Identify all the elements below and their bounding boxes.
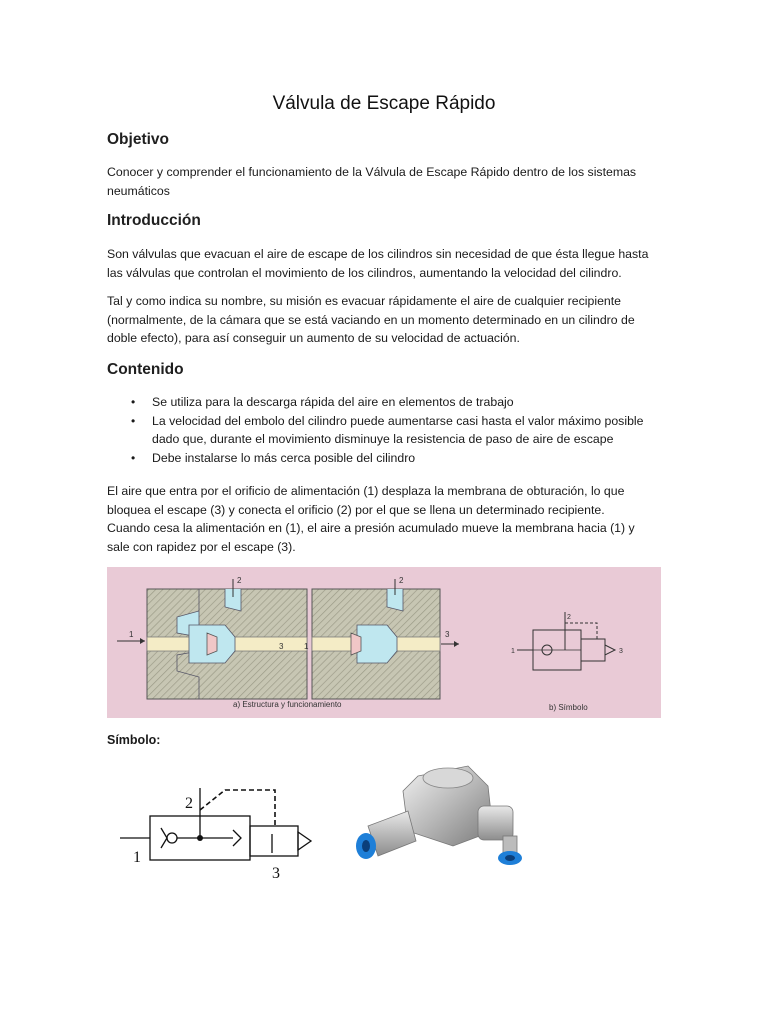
arrowhead bbox=[140, 638, 145, 644]
text-line: las válvulas que controlan el movimiento de los cilindros, aumentando la velocidad del cilindro. bbox=[107, 265, 622, 280]
port-label: 2 bbox=[237, 576, 242, 585]
text-line: sale con rapidez por el escape (3). bbox=[107, 539, 296, 554]
text-line: Cuando cesa la alimentación en (1), el aire a presión acumulado mueve la membrana hacia (1) y bbox=[107, 521, 635, 535]
port-label: 2 bbox=[399, 576, 404, 585]
text-line: doble efecto), para así conseguir un aumento de su velocidad de actuación. bbox=[107, 331, 520, 345]
valve-body-right bbox=[312, 589, 440, 699]
text-line: • Debe instalarse lo más cerca posible del cilindro bbox=[152, 450, 416, 465]
text-line: Son válvulas que evacuan el aire de escape de los cilindros sin necesidad de que ésta llegue hasta bbox=[107, 247, 649, 261]
port-label: 1 bbox=[511, 648, 515, 655]
list-item bbox=[107, 449, 667, 468]
introduccion-paragraph-1 bbox=[107, 245, 667, 282]
list-item bbox=[107, 393, 667, 412]
port-label: 1 bbox=[129, 630, 134, 639]
list-item bbox=[107, 412, 667, 449]
port-label: 3 bbox=[279, 642, 284, 651]
port-label-2: 2 bbox=[185, 795, 193, 812]
simbolo-label: Símbolo: bbox=[107, 733, 161, 747]
port-label: 1 bbox=[304, 642, 309, 651]
objetivo-text bbox=[107, 163, 667, 200]
text-line: • Se utiliza para la descarga rápida del aire en elementos de trabajo bbox=[152, 395, 514, 409]
valve-diagram-svg bbox=[107, 567, 661, 718]
valve-structure-figure bbox=[107, 567, 661, 718]
document-title: Válvula de Escape Rápido bbox=[272, 93, 496, 114]
heading-contenido: Contenido bbox=[107, 361, 184, 378]
text-line: Conocer y comprender el funcionamiento de la Válvula de Escape Rápido dentro de los sistemas bbox=[107, 165, 637, 179]
arrowhead bbox=[454, 641, 459, 647]
port-label: 2 bbox=[567, 614, 571, 621]
valve-symbol-small bbox=[517, 612, 615, 670]
text-line: bloquea el escape (3) y conecta el orificio (2) por el que se llena un determinado recipiente. bbox=[107, 502, 605, 517]
port-label-3: 3 bbox=[272, 865, 280, 882]
figure-caption-a: a) Estructura y funcionamiento bbox=[233, 700, 342, 709]
introduccion-paragraph-2 bbox=[107, 292, 667, 348]
port-label: 3 bbox=[619, 648, 623, 655]
heading-introduccion: Introducción bbox=[107, 212, 201, 229]
quick-exhaust-valve-symbol bbox=[115, 778, 325, 888]
text-line: El aire que entra por el orificio de alimentación (1) desplaza la membrana de obturación, lo que bbox=[107, 484, 625, 498]
port-label-1: 1 bbox=[133, 849, 141, 866]
contenido-bullet-list bbox=[107, 393, 667, 467]
contenido-paragraph bbox=[107, 482, 667, 556]
text-line: • La velocidad del embolo del cilindro puede aumentarse casi hasta el valor máximo posible bbox=[152, 413, 644, 428]
figure-caption-b: b) Símbolo bbox=[549, 703, 588, 712]
valve-fitting-photo bbox=[338, 756, 538, 896]
text-line: (normalmente, de la cámara que se está vaciando en un momento determinado en un cilindro de bbox=[107, 312, 635, 327]
text-line: Tal y como indica su nombre, su misión es evacuar rápidamente el aire de cualquier recipiente bbox=[107, 294, 622, 308]
text-line: dado que, durante el movimiento disminuye la resistencia de paso de aire de escape bbox=[152, 432, 614, 446]
port-label: 3 bbox=[445, 630, 450, 639]
text-line: neumáticos bbox=[107, 183, 170, 198]
heading-objetivo: Objetivo bbox=[107, 131, 170, 148]
